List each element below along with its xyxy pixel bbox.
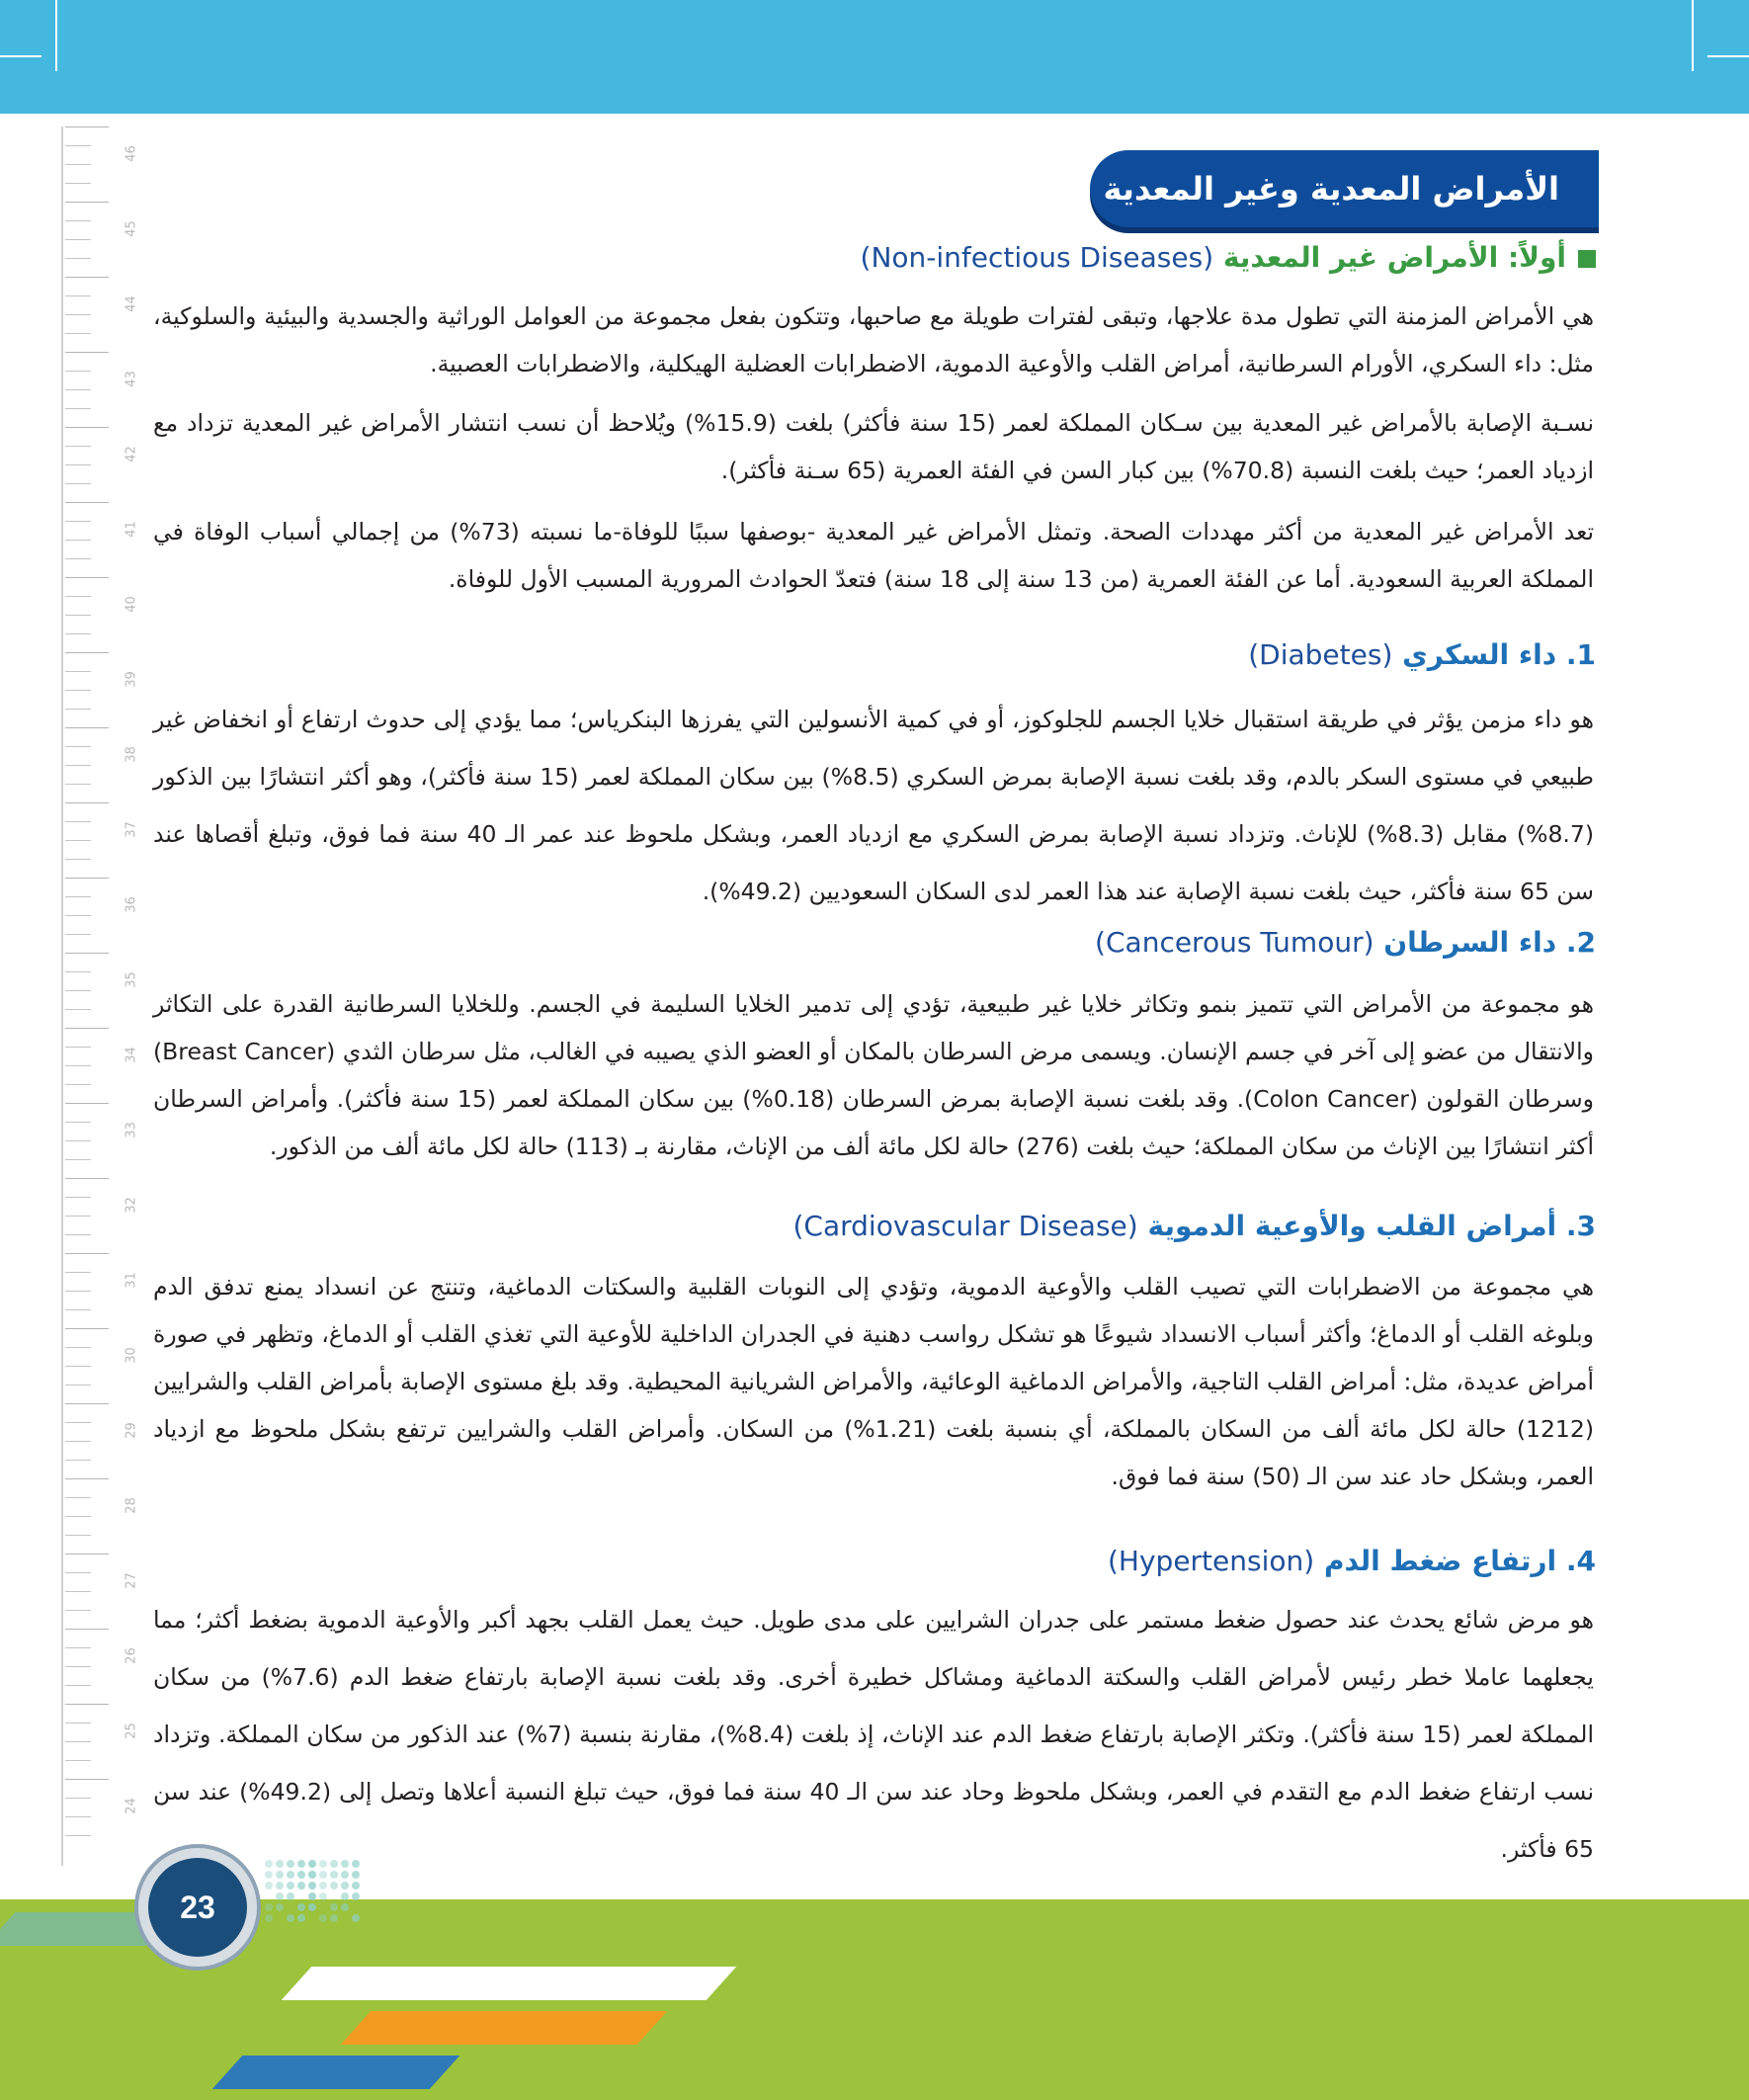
logo-dot <box>319 1882 327 1890</box>
ruler-tick <box>65 1309 91 1310</box>
ruler-tick <box>65 1084 91 1085</box>
logo-dot <box>276 1871 284 1879</box>
logo-dot <box>265 1903 273 1911</box>
ruler-tick <box>65 1704 109 1705</box>
section-number: 3. <box>1565 1210 1596 1242</box>
ruler-tick <box>65 1591 91 1592</box>
logo-dot <box>287 1882 294 1890</box>
ruler-tick <box>65 1535 91 1536</box>
logo-dot <box>319 1860 327 1868</box>
intro-paragraph: هي الأمراض المزمنة التي تطول مدة علاجها، وتبقى لفترات طويلة مع صاحبها، وتتكون بفعل مجموعة من العوامل الوراثية والجسدية والبيئية والسلوكية، مثل: داء السكري، الأورام السرطانية، أمراض القلب والأوعية الدموية، الاضطرابات العضلية الهيكلية، والاضطرابات العصبية. <box>153 302 1594 378</box>
section-number: 4. <box>1565 1545 1596 1577</box>
logo-dot <box>352 1871 360 1879</box>
ruler-label: 36 <box>124 896 139 913</box>
logo-dot <box>319 1914 327 1922</box>
logo-dot <box>330 1914 338 1922</box>
ruler-label: 26 <box>124 1647 139 1664</box>
cancer-paragraph: هو مجموعة من الأمراض التي تتميز بنمو وتكاثر خلايا غير طبيعية، تؤدي إلى تدمير الخلايا السليمة في الجسم. وللخلايا السرطانية القدرة على التكاثر والانتقال من عضو إلى آخر في جسم الإنسان. ويسمى مرض السرطان بالمكان أو العضو الذي يصيبه في الغالب، مثل سرطان الثدي (Breast Cancer) وسرطان القولون (Colon Cancer). وقد بلغت نسبة الإصابة بمرض السرطان (0.18%) بين سكان المملكة لعمر (15 سنة فأكثر). وأمراض السرطان أكثر انتشارًا بين الإناث من سكان المملكة؛ حيث بلغت (276) حالة لكل مائة ألف من الإناث، مقارنة بـ (113) حالة لكل مائة ألف من الذكور. <box>153 990 1595 1160</box>
ruler-label: 41 <box>124 521 139 538</box>
logo-dot <box>341 1903 349 1911</box>
ruler-tick <box>65 784 91 785</box>
section-title-banner <box>1090 150 1599 227</box>
ruler-label: 44 <box>124 295 139 312</box>
ruler-tick <box>65 389 91 390</box>
logo-dot <box>352 1882 360 1890</box>
ruler-tick <box>65 1741 91 1742</box>
logo-dot <box>330 1871 338 1879</box>
ruler-tick <box>65 802 109 803</box>
logo-dot <box>341 1860 349 1868</box>
ruler-tick <box>65 521 91 522</box>
section-heading-hypertension <box>1108 1545 1596 1577</box>
ruler-tick <box>65 1047 91 1048</box>
logo-dot <box>297 1914 305 1922</box>
ruler-tick <box>65 878 109 879</box>
ruler-tick <box>65 1610 91 1611</box>
crop-mark <box>0 55 42 57</box>
ruler-tick <box>65 1647 91 1648</box>
section-number: 1. <box>1565 638 1596 671</box>
ruler-tick <box>65 352 109 353</box>
ruler-tick <box>65 1403 109 1404</box>
ruler-tick <box>65 1629 109 1630</box>
ruler-tick <box>65 1516 91 1517</box>
logo-dot <box>276 1903 284 1911</box>
decorative-stripe <box>341 2011 668 2045</box>
ruler-tick <box>65 427 109 428</box>
ruler-label: 30 <box>124 1347 139 1364</box>
ruler-tick <box>65 1140 91 1141</box>
main-heading <box>861 241 1597 274</box>
ruler-tick <box>65 277 109 278</box>
ruler-tick <box>65 1216 91 1217</box>
ruler-tick <box>65 1366 91 1367</box>
ruler-tick <box>65 1009 91 1010</box>
ruler-label: 45 <box>124 220 139 237</box>
logo-dot <box>287 1892 294 1900</box>
section-heading-arabic: أمراض القلب والأوعية الدموية <box>1147 1210 1557 1242</box>
section-heading-diabetes <box>1248 638 1596 671</box>
section-title: الأمراض المعدية وغير المعدية <box>1103 170 1559 208</box>
mortality-paragraph: تعد الأمراض غير المعدية من أكثر مهددات الصحة. وتمثل الأمراض غير المعدية -بوصفها سببًا للوفاة-ما نسبته (73%) من إجمالي أسباب الوفاة في المملكة العربية السعودية. أما عن الفئة العمرية (من 13 سنة إلى 18 سنة) فتعدّ الحوادث المرورية المسبب الأول للوفاة. <box>153 518 1594 593</box>
logo-dot <box>319 1892 327 1900</box>
ruler-tick <box>65 1666 91 1667</box>
logo-dot <box>330 1903 338 1911</box>
logo-dot <box>330 1860 338 1868</box>
ruler-tick <box>65 633 91 634</box>
ruler-label: 43 <box>124 371 139 387</box>
logo-dot <box>341 1871 349 1879</box>
ruler-tick <box>65 295 91 296</box>
ruler-tick <box>65 183 91 184</box>
ruler-label: 40 <box>124 596 139 613</box>
logo-dot <box>297 1860 305 1868</box>
logo-dot <box>287 1860 294 1868</box>
logo-dot <box>352 1860 360 1868</box>
ruler-label: 25 <box>124 1722 139 1739</box>
ruler-tick <box>65 408 91 409</box>
logo-dot <box>265 1882 273 1890</box>
ruler-tick <box>65 671 91 672</box>
ruler-tick <box>65 540 91 541</box>
ruler-label: 39 <box>124 671 139 688</box>
prevalence-paragraph: نسـبة الإصابة بالأمراض غير المعدية بين سـكان المملكة لعمر (15 سنة فأكثر) بلغت (15.9%) ويُلاحظ أن نسب انتشار الأمراض غير المعدية تزداد مع ازدياد العمر؛ حيث بلغت النسبة (70.8%) بين كبار السن في الفئة العمرية (65 سـنة فأكثر). <box>153 409 1594 484</box>
ruler-label: 35 <box>124 971 139 988</box>
ruler-tick <box>65 1065 91 1066</box>
ruler-label: 37 <box>124 821 139 838</box>
logo-dot <box>276 1892 284 1900</box>
section-number: 2. <box>1565 926 1596 959</box>
decorative-stripe <box>212 2056 460 2089</box>
decorative-stripe <box>282 1967 737 2000</box>
ruler-tick <box>65 1028 109 1029</box>
logo-dot <box>265 1914 273 1922</box>
diabetes-paragraph: هو داء مزمن يؤثر في طريقة استقبال خلايا الجسم للجلوكوز، أو في كمية الأنسولين التي يفرزها البنكرياس؛ مما يؤدي إلى حدوث ارتفاع أو انخفاض غير طبيعي في مستوى السكر بالدم، وقد بلغت نسبة الإصابة بمرض السكري (8.5%) بين سكان المملكة لعمر (15 سنة فأكثر)، وهو أكثر انتشارًا بين الذكور (8.7%) مقابل (8.3%) للإناث. وتزداد نسبة الإصابة بمرض السكري مع ازدياد العمر، وبشكل ملحوظ عند عمر الـ 40 سنة فما فوق، وتبلغ أقصاها عند سن 65 سنة فأكثر، حيث بلغت نسبة الإصابة عند هذا العمر لدى السكان السعوديين (49.2%). <box>153 706 1595 905</box>
ruler-tick <box>65 239 91 240</box>
ruler-tick <box>65 258 91 259</box>
ruler-tick <box>65 333 91 334</box>
main-heading-english: (Non-infectious Diseases) <box>860 241 1214 274</box>
ruler-tick <box>65 1103 109 1104</box>
ruler-tick <box>65 1816 91 1817</box>
ruler-tick <box>65 765 91 766</box>
ruler-tick <box>65 1159 91 1160</box>
ruler-tick <box>65 1685 91 1686</box>
ruler-tick <box>65 934 91 935</box>
ruler-tick <box>65 652 109 653</box>
ruler-tick <box>65 746 91 747</box>
ruler-tick <box>65 1422 91 1423</box>
logo-dot <box>297 1882 305 1890</box>
ruler-tick <box>65 558 91 559</box>
ruler-tick <box>65 915 91 916</box>
ruler-tick <box>65 126 109 127</box>
section-heading-english: (Diabetes) <box>1248 638 1393 671</box>
ruler-tick <box>65 840 91 841</box>
ruler-tick <box>65 727 109 728</box>
ruler-tick <box>65 371 91 372</box>
crop-mark <box>1707 55 1749 57</box>
ruler-label: 24 <box>124 1798 139 1814</box>
logo-dot <box>297 1903 305 1911</box>
logo-dot <box>308 1882 316 1890</box>
page-number-badge <box>148 1858 247 1957</box>
ruler-tick <box>65 690 91 691</box>
logo-dot <box>308 1903 316 1911</box>
section-heading-arabic: داء السكري <box>1402 638 1557 671</box>
ruler-tick <box>65 971 91 972</box>
section-heading-cardiovascular <box>792 1210 1596 1242</box>
logo-dot <box>265 1871 273 1879</box>
ruler-tick <box>65 220 91 221</box>
ruler-tick <box>65 1197 91 1198</box>
ruler-tick <box>65 1234 91 1235</box>
ruler-tick <box>65 1835 91 1836</box>
ruler-tick <box>65 1178 109 1179</box>
logo-dot <box>265 1860 273 1868</box>
logo-dot <box>352 1914 360 1922</box>
ruler-tick <box>65 1760 91 1761</box>
ruler-tick <box>65 202 109 203</box>
ruler-label: 28 <box>124 1497 139 1514</box>
ruler-label: 46 <box>124 145 139 162</box>
ruler-tick <box>65 1291 91 1292</box>
ruler-tick <box>65 1441 91 1442</box>
ruler-tick <box>65 164 91 165</box>
ruler-tick <box>65 314 91 315</box>
ruler-label: 42 <box>124 446 139 462</box>
logo-dot <box>319 1871 327 1879</box>
ruler-tick <box>65 1253 109 1254</box>
logo-dot <box>297 1871 305 1879</box>
logo-dot <box>308 1871 316 1879</box>
hypertension-paragraph: هو مرض شائع يحدث عند حصول ضغط مستمر على جدران الشرايين على مدى طويل. حيث يعمل القلب بجهد أكبر والأوعية الدموية بضغط أكثر؛ مما يجعلهما عاملا خطر رئيس لأمراض القلب والسكتة الدماغية ومشاكل خطيرة أخرى. وقد بلغت نسبة الإصابة بارتفاع ضغط الدم (7.6%) من سكان المملكة لعمر (15 سنة فأكثر). وتكثر الإصابة بارتفاع ضغط الدم عند الإناث، إذ بلغت (8.4%)، مقارنة بنسبة (7%) عند الذكور من سكان المملكة. وتزداد نسب ارتفاع ضغط الدم مع التقدم في العمر، وبشكل ملحوظ وحاد عند سن الـ 40 سنة فما فوق، حيث تبلغ النسبة أعلاها وتصل إلى (49.2%) عند سن 65 فأكثر. <box>153 1606 1595 1863</box>
ruler-tick <box>65 1347 91 1348</box>
logo-dot <box>341 1882 349 1890</box>
ruler-label: 34 <box>124 1047 139 1063</box>
section-heading-english: (Hypertension) <box>1107 1545 1315 1577</box>
ruler-tick <box>65 1497 91 1498</box>
cardiovascular-paragraph: هي مجموعة من الاضطرابات التي تصيب القلب والأوعية الدموية، وتؤدي إلى النوبات القلبية والسكتات الدماغية، وتنتج عن انسداد يمنع تدفق الدم وبلوغه القلب أو الدماغ؛ وأكثر أسباب الانسداد شيوعًا هو تشكل رواسب دهنية في الجدران الداخلية للأوعية التي تغذي القلب أو الدماغ، وتظهر في صورة أمراض عديدة، مثل: أمراض القلب التاجية، والأمراض الدماغية الوعائية، والأمراض الشريانية المحيطية. وقد بلغ مستوى الإصابة بأمراض القلب والشرايين (1212) حالة لكل مائة ألف من السكان بالمملكة، أي بنسبة بلغت (1.21%) من السكان. وأمراض القلب والشرايين ترتفع بشكل ملحوظ مع ازدياد العمر، وبشكل حاد عند سن الـ (50) سنة فما فوق. <box>153 1273 1595 1490</box>
ruler-tick <box>65 1328 109 1329</box>
logo-dot <box>330 1882 338 1890</box>
ruler-tick <box>65 953 109 954</box>
logo-dot <box>276 1882 284 1890</box>
ruler-tick <box>65 577 109 578</box>
ruler-tick <box>65 1478 109 1479</box>
ruler-tick <box>65 896 91 897</box>
section-heading-arabic: ارتفاع ضغط الدم <box>1323 1545 1557 1577</box>
ruler-label: 33 <box>124 1122 139 1138</box>
page-number: 23 <box>180 1890 215 1925</box>
logo-dot <box>308 1860 316 1868</box>
ruler-tick <box>65 1385 91 1386</box>
logo-dot <box>276 1860 284 1868</box>
ruler-tick <box>65 1798 91 1799</box>
section-heading-english: (Cancerous Tumour) <box>1095 926 1374 959</box>
ruler-tick <box>65 502 109 503</box>
ruler-tick <box>65 596 91 597</box>
ruler-tick <box>65 1572 91 1573</box>
main-heading-arabic: أولاً: الأمراض غير المعدية <box>1222 241 1566 274</box>
ruler-tick <box>65 145 91 146</box>
logo-dot <box>341 1892 349 1900</box>
section-heading-cancer <box>1095 926 1596 959</box>
ruler-tick <box>65 821 91 822</box>
ruler-tick <box>65 446 91 447</box>
ruler-tick <box>65 1722 91 1723</box>
ruler-label: 38 <box>124 746 139 763</box>
logo-dot <box>352 1892 360 1900</box>
ruler-tick <box>65 1779 109 1780</box>
ruler-label: 29 <box>124 1422 139 1439</box>
crop-mark <box>1692 0 1694 71</box>
ruler-tick <box>65 1460 91 1461</box>
logo-dot <box>308 1892 316 1900</box>
ruler-tick <box>65 483 91 484</box>
ruler-tick <box>65 464 91 465</box>
ruler-label: 27 <box>124 1572 139 1589</box>
top-color-band <box>0 0 1749 114</box>
ruler-label: 31 <box>124 1272 139 1289</box>
logo-dot <box>287 1871 294 1879</box>
section-heading-arabic: داء السرطان <box>1383 926 1557 959</box>
ruler-label: 32 <box>124 1197 139 1214</box>
ruler-tick <box>65 615 91 616</box>
ruler-tick <box>65 709 91 710</box>
ruler-tick <box>65 1122 91 1123</box>
ruler-tick <box>65 1272 91 1273</box>
crop-mark <box>55 0 57 71</box>
ruler-tick <box>65 990 91 991</box>
logo-dot <box>287 1914 294 1922</box>
section-heading-english: (Cardiovascular Disease) <box>792 1210 1138 1242</box>
square-bullet-icon <box>1578 250 1596 268</box>
ruler-tick <box>65 859 91 860</box>
